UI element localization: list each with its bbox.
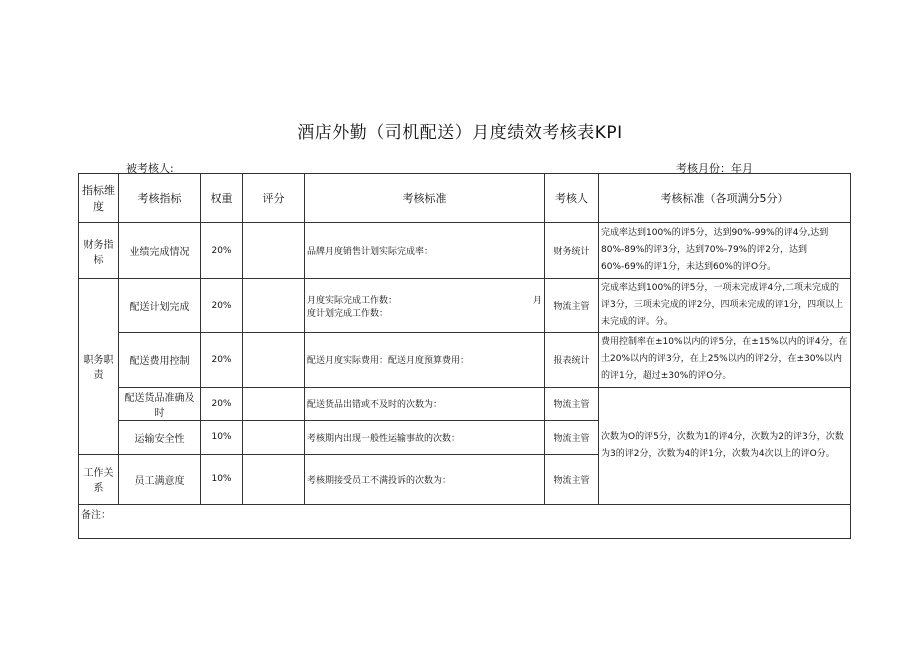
remark-cell[interactable]: [79, 504, 851, 538]
weight-cell: 20%: [201, 333, 243, 387]
score-cell[interactable]: [243, 333, 305, 387]
standard-cell: 考核期内出现一般性运输事故的次数：: [305, 420, 545, 454]
table-row: [79, 387, 851, 420]
criteria-cell: 完成率达到100%的评5分，一项未完成评4分,二项未完成的评3分，三项未完成的评2分，四项未完成的评1分，四项以上未完成的评。分。: [599, 279, 851, 333]
indicator-cell: 配送费用控制: [119, 333, 201, 387]
assessor-cell: 物流主管: [545, 420, 599, 454]
header-criteria: 考核标准（各项满分5分）: [599, 174, 851, 223]
indicator-cell: 配送计划完成: [119, 279, 201, 333]
assessor-cell: 物流主管: [545, 387, 599, 420]
standard-cell: 配送货品出错或不及时的次数为：: [305, 387, 545, 420]
dimension-cell: 工作关系: [79, 454, 119, 504]
page-title: 酒店外勤（司机配送）月度绩效考核表KPI: [297, 123, 623, 143]
indicator-cell: 员工满意度: [119, 454, 201, 504]
weight-cell: 20%: [201, 387, 243, 420]
table-row: [79, 333, 851, 387]
standard-cell: 考核期接受员工不满投诉的次数为：: [305, 454, 545, 504]
header-indicator: 考核指标: [119, 174, 201, 223]
score-cell[interactable]: [243, 454, 305, 504]
month-label: 考核月份：年月: [676, 162, 753, 175]
assessor-cell: 财务统计: [545, 223, 599, 279]
weight-cell: 20%: [201, 223, 243, 279]
remark-row: [79, 504, 851, 538]
kpi-table: [78, 173, 851, 539]
assessor-cell: 物流主管: [545, 279, 599, 333]
score-cell[interactable]: [243, 279, 305, 333]
criteria-cell: 费用控制率在±10%以内的评5分，在±15%以内的评4分，在土20%以内的评3分，在上25%以内的评2分，在±30%以内的评1分，超过±30%的评O分。: [599, 333, 851, 387]
header-assessor: 考核人: [545, 174, 599, 223]
assessor-cell: 物流主管: [545, 454, 599, 504]
header-weight: 权重: [201, 174, 243, 223]
header-score: 评分: [243, 174, 305, 223]
criteria-cell: 完成率达到100%的评5分，达到90%-99%的评4分,达到80%-89%的评3分，达到70%-79%的评2分，达到60%-69%的评1分，未达到60%的评O分。: [599, 223, 851, 279]
score-cell[interactable]: [243, 223, 305, 279]
indicator-cell: 配送货品准确及时: [119, 387, 201, 420]
dimension-cell: 职务职责: [79, 279, 119, 454]
standard-line-b: 月: [532, 295, 542, 306]
examinee-label: 被考核人:: [126, 162, 174, 175]
standard-cell: 配送月度实际费用：配送月度预算费用：: [305, 333, 545, 387]
indicator-cell: 业绩完成情况: [119, 223, 201, 279]
score-cell[interactable]: [243, 420, 305, 454]
weight-cell: 10%: [201, 420, 243, 454]
standard-line-c: 度计划完成工作数：: [307, 308, 389, 319]
weight-cell: 20%: [201, 279, 243, 333]
score-cell[interactable]: [243, 387, 305, 420]
standard-line-a: 月度实际完成工作数：: [307, 295, 398, 306]
header-dimension: 指标维度: [79, 174, 119, 223]
weight-cell: 10%: [201, 454, 243, 504]
header-row: [79, 174, 851, 223]
header-standard: 考核标准: [305, 174, 545, 223]
table-row: [79, 279, 851, 333]
standard-cell: [305, 279, 545, 333]
remark-label: 备注：: [81, 509, 111, 521]
indicator-cell: 运输安全性: [119, 420, 201, 454]
assessor-cell: 报表统计: [545, 333, 599, 387]
dimension-cell: 财务指标: [79, 223, 119, 279]
criteria-cell: 次数为O的评5分，次数为1的评4分，次数为2的评3分，次数为3的评2分，次数为4的评1分，次数为4次以上的评O分。: [599, 387, 851, 504]
standard-cell: 品牌月度销售计划实际完成率：: [305, 223, 545, 279]
table-row: [79, 223, 851, 279]
